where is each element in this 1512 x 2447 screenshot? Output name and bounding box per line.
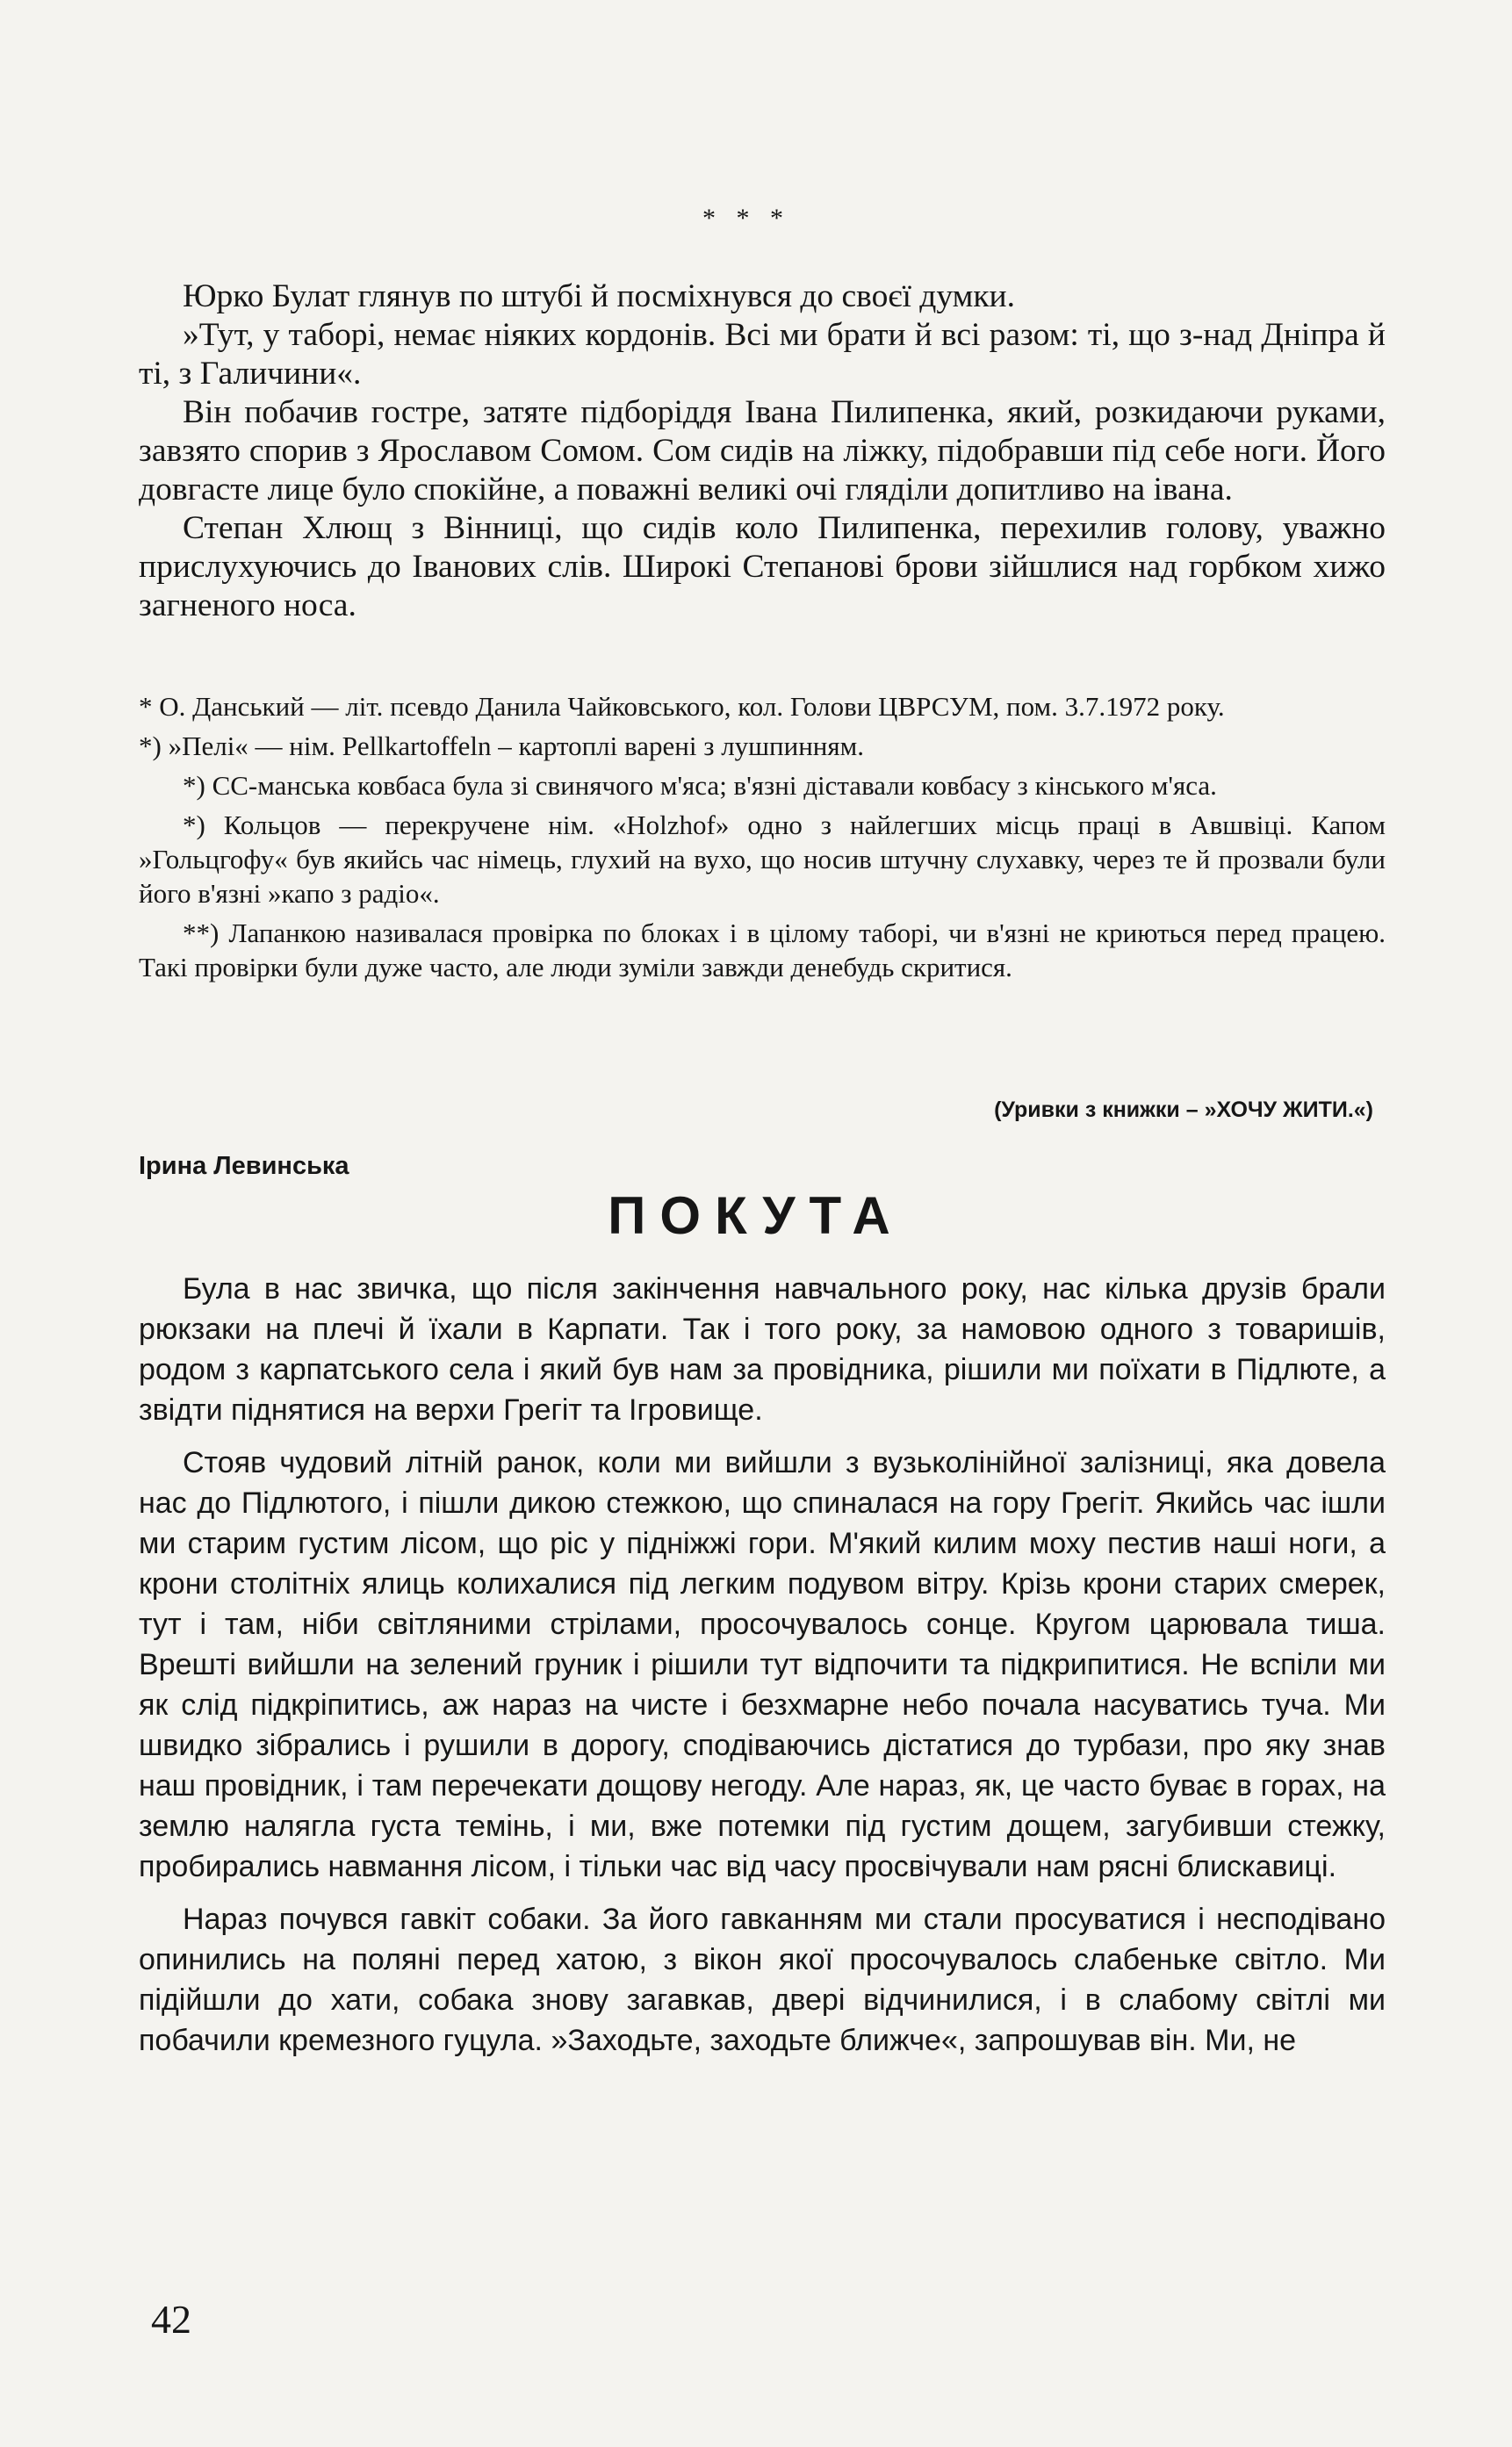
memoir-excerpt [139,277,1386,625]
footnote: * О. Данський — літ. псевдо Данила Чайковського, кол. Голови ЦВРСУМ, пом. 3.7.1972 року. [139,691,1225,722]
page-number: 42 [151,2297,191,2342]
memoir-paragraph: »Тут, у таборі, немає ніяких кордонів. Всі ми брати й всі разом: ті, що з-над Дніпра й ті, з Галичини«. [139,317,1386,392]
story-author: Ірина Левинська [139,1152,349,1180]
source-citation: (Уривки з книжки – »ХОЧУ ЖИТИ.«) [994,1098,1373,1122]
story-paragraph: Була в нас звичка, що після закінчення навчального року, нас кілька друзів брали рюкзаки на плечі й їхали в Карпати. Так і того року, за намовою одного з товаришів, родом з карпатського села і який був нам за провідника, рішили ми поїхати в Підлюте, а звідти піднятися на верхи Грегіт та Ігровище. [139,1272,1386,1427]
footnotes [139,689,1386,984]
story-paragraph: Стояв чудовий літній ранок, коли ми вийшли з вузьколінійної залізниці, яка довела нас до Підлютого, і пішли дикою стежкою, що спиналася на гору Грегіт. Якийсь час ішли ми старим густим лісом, що ріс у підніжжі гори. М'який килим моху пестив наші ноги, а крони столітніх ялиць колихалися під легким подувом вітру. Крізь крони старих смерек, тут і там, ніби світляними стрілами, просочувалось сонце. Кругом царювала тиша. Врешті вийшли на зелений груник і рішили тут відпочити та підкрипитися. Не вспіли ми як слід підкріпитись, аж нараз на чисте і безхмарне небо почала насуватись туча. Ми швидко зібрались і рушили в дорогу, сподіваючись дістатися до турбази, про яку знав наш провідник, і там перечекати дощову негоду. Але нараз, як, це часто буває в горах, на землю налягла густа темінь, і ми, вже потемки під густим дощем, загубивши стежку, пробирались навмання лісом, і тільки час від часу просвічували нам рясні блискавиці. [139,1446,1386,1883]
footnote: *) Кольцов — перекручене нім. «Holzhof» одно з найлегших місць праці в Авшвіці. Капом »Гольцгофу« був якийсь час німець, глухий на вухо, що носив штучну слухавку, через те й прозвали були його в'язні »капо з радіо«. [139,810,1386,909]
footnote: *) »Пелі« — нім. Pellkartoffeln – картоплі варені з лушпинням. [139,731,865,761]
story-title: ПОКУТА [608,1186,904,1245]
memoir-paragraph: Він побачив гостре, затяте підборіддя Івана Пилипенка, який, розкидаючи руками, завзято спорив з Ярославом Сомом. Сом сидів на ліжку, підобравши під себе ноги. Його довгасте лице було спокійне, а поважні великі очі гляділи допитливо на івана. [139,394,1386,507]
footnote: **) Лапанкою називалася провірка по блоках і в цілому таборі, чи в'язні не криються перед працею. Такі провірки були дуже часто, але люди зуміли завжди денебудь скритися. [139,918,1386,982]
story-paragraph: Нараз почувся гавкіт собаки. За його гавканням ми стали просуватися і несподівано опинились на поляні перед хатою, з вікон якої просочувалось слабеньке світло. Ми підійшли до хати, собака знову загавкав, двері відчинилися, і в слабому світлі ми побачили кремезного гуцула. »Заходьте, заходьте ближче«, запрошував він. Ми, не [139,1903,1386,2057]
memoir-paragraph: Степан Хлющ з Вінниці, що сидів коло Пилипенка, перехилив голову, уважно прислухуючись до Іванових слів. Широкі Степанові брови зійшлися над горбком хижо загненого носа. [139,510,1386,623]
memoir-paragraph: Юрко Булат глянув по штубі й посміхнувся до своєї думки. [183,278,1015,314]
section-separator: * * * [702,204,790,233]
story-body [139,1269,1386,2061]
footnote: *) СС-манська ковбаса була зі свинячого м'яса; в'язні діставали ковбасу з кінського м'яса. [183,770,1217,801]
